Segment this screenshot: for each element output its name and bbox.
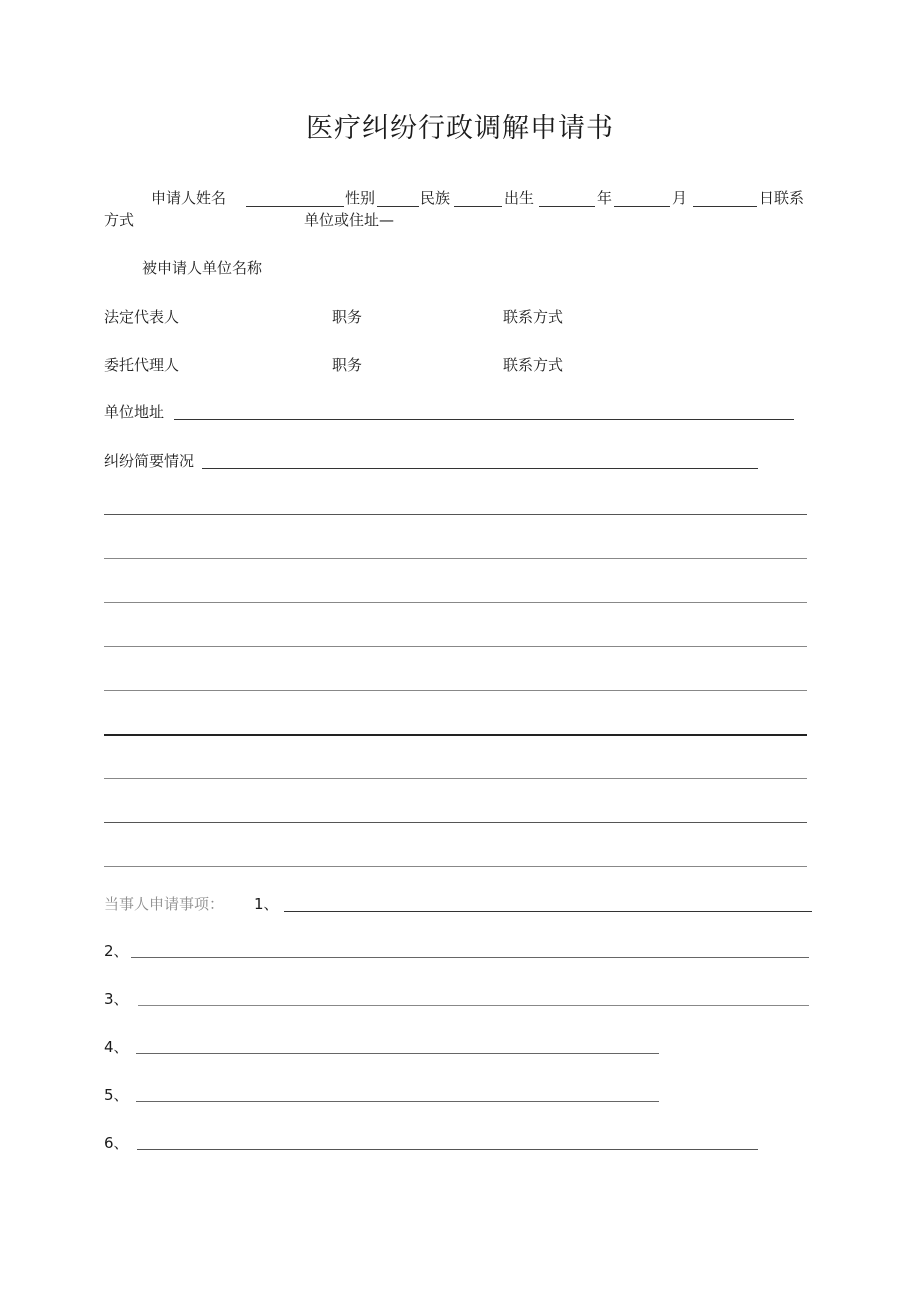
- birth-label: 出生: [504, 189, 535, 207]
- legal-representative-label: 法定代表人: [104, 308, 180, 326]
- summary-line-6[interactable]: [104, 734, 807, 736]
- summary-line-7[interactable]: [104, 778, 807, 779]
- applicant-name-field[interactable]: [246, 206, 344, 207]
- requests-label: 当事人申请事项：: [104, 895, 225, 913]
- summary-line-2[interactable]: [104, 558, 807, 559]
- request-field-1[interactable]: [284, 911, 812, 912]
- document-title: 医疗纠纷行政调解申请书: [306, 113, 614, 144]
- summary-line-4[interactable]: [104, 646, 807, 647]
- summary-line-9[interactable]: [104, 866, 807, 867]
- ethnicity-field[interactable]: [454, 206, 502, 207]
- dispute-summary-field[interactable]: [202, 468, 758, 469]
- request-field-3[interactable]: [138, 1005, 809, 1006]
- gender-field[interactable]: [377, 206, 419, 207]
- request-field-4[interactable]: [136, 1053, 659, 1054]
- unit-or-address-label: 单位或住址—: [304, 211, 395, 229]
- year-label: 年: [597, 189, 613, 207]
- request-field-2[interactable]: [131, 957, 809, 958]
- summary-line-1[interactable]: [104, 514, 807, 515]
- respondent-unit-name-label: 被申请人单位名称: [142, 259, 263, 277]
- legal-rep-contact-label: 联系方式: [503, 308, 564, 326]
- unit-address-label: 单位地址: [104, 403, 165, 421]
- request-number-6: 6、: [104, 1134, 129, 1152]
- month-label: 月: [672, 189, 688, 207]
- request-number-1: 1、: [254, 895, 279, 913]
- day-contact-label: 日联系: [759, 189, 805, 207]
- request-number-2: 2、: [104, 942, 129, 960]
- request-number-4: 4、: [104, 1038, 129, 1056]
- applicant-name-label: 申请人姓名: [151, 189, 227, 207]
- ethnicity-label: 民族: [420, 189, 451, 207]
- request-field-6[interactable]: [137, 1149, 758, 1150]
- summary-line-3[interactable]: [104, 602, 807, 603]
- agent-position-label: 职务: [332, 356, 363, 374]
- summary-line-5[interactable]: [104, 690, 807, 691]
- unit-address-field[interactable]: [174, 419, 794, 420]
- summary-line-8[interactable]: [104, 822, 807, 823]
- authorized-agent-label: 委托代理人: [104, 356, 180, 374]
- gender-label: 性别: [345, 189, 376, 207]
- agent-contact-label: 联系方式: [503, 356, 564, 374]
- request-number-3: 3、: [104, 990, 129, 1008]
- birth-day-field[interactable]: [693, 206, 757, 207]
- dispute-summary-label: 纠纷简要情况: [104, 452, 195, 470]
- request-number-5: 5、: [104, 1086, 129, 1104]
- birth-month-field[interactable]: [614, 206, 670, 207]
- request-field-5[interactable]: [136, 1101, 659, 1102]
- birth-year-field[interactable]: [539, 206, 595, 207]
- contact-method-label: 方式: [104, 211, 135, 229]
- legal-rep-position-label: 职务: [332, 308, 363, 326]
